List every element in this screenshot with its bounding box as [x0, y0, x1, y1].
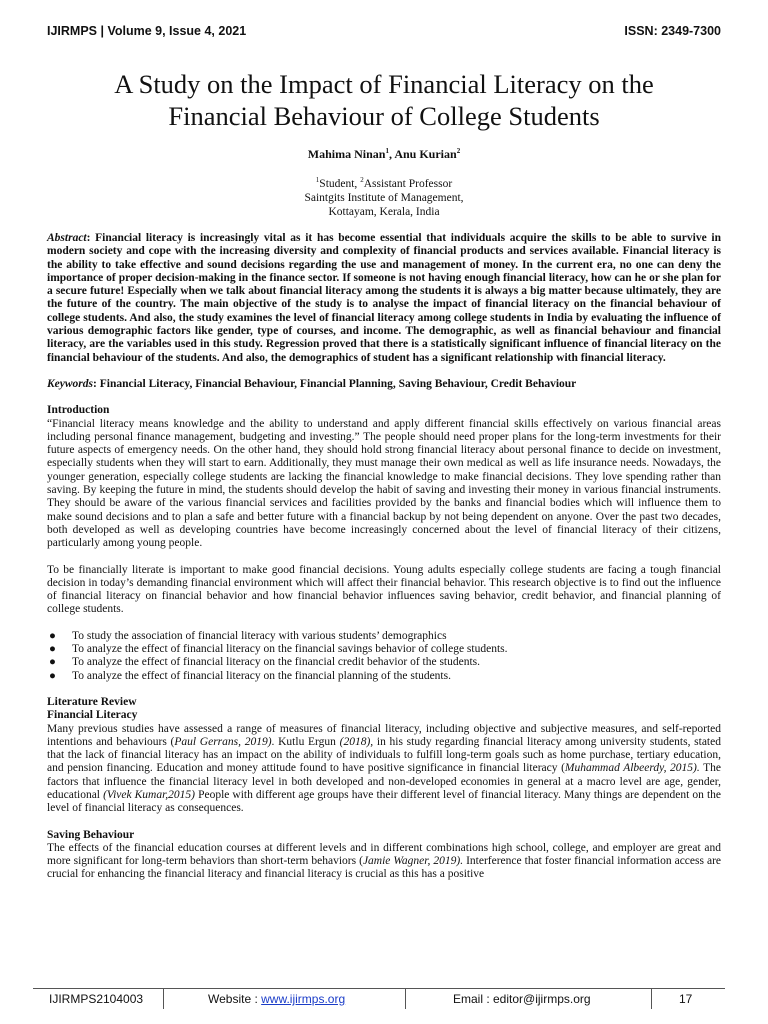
website-label: Website :	[208, 992, 262, 1006]
paper-title	[40, 68, 728, 132]
keywords-colon: :	[93, 377, 100, 390]
text-run: Interference that foster financial information access are crucial for enhancing the financial literacy and financial literacy is crucial as this has a positive	[47, 855, 722, 881]
text-run: People with different age groups have their different level of financial literacy. Many things are dependent on the level of financial literacy as consequences.	[47, 788, 722, 815]
affiliation	[0, 173, 768, 219]
citation: Muhammad Albeerdy, 2015).	[564, 762, 700, 775]
bullet-icon: ●	[49, 643, 56, 656]
citation: (2018),	[339, 735, 374, 748]
paper-id: IJIRMPS2104003	[49, 992, 144, 1006]
abstract-colon: :	[86, 232, 96, 244]
location: Kottayam, Kerala, India	[328, 205, 440, 218]
author-sup: 2	[456, 147, 461, 155]
text-run: The factors that influence the financial literacy level in both developed and non-developed economies in general at a macro level are age, gender, educational	[47, 762, 722, 801]
citation: Jamie Wagner, 2019).	[362, 855, 464, 868]
text-run: . Kutlu Ergun	[271, 735, 340, 748]
section-heading: Introduction	[47, 404, 110, 417]
bullet-icon: ●	[49, 629, 56, 642]
issn: ISSN: 2349-7300	[624, 24, 721, 38]
subsection-heading: Saving Behaviour	[47, 828, 135, 841]
author-roles	[0, 173, 768, 191]
keywords-text: Financial Literacy, Financial Behaviour, Financial Planning, Saving Behaviour, Credit Behaviour	[99, 377, 577, 390]
paragraph: To be financially literate is important to make good financial decisions. Young adults especially college students are facing a tough financial decision in today’s demanding financial environment which will affect their financial behavior. This research objective is to find out the influence of financial literacy on financial behavior and how financial behavior influences saving behavior, credit behavior, and financial planning of college students.	[47, 563, 721, 616]
list-item-text: To analyze the effect of financial literacy on the financial planning of the students.	[72, 669, 451, 682]
website-link[interactable]: www.ijirmps.org	[261, 992, 346, 1006]
authors	[0, 147, 768, 162]
bullet-icon: ●	[49, 669, 56, 682]
list-item	[47, 643, 721, 656]
footer-divider	[651, 989, 652, 1009]
author-name: Anu Kurian	[394, 147, 457, 161]
role: Student,	[319, 177, 361, 190]
author-sup: 1	[385, 147, 389, 155]
footer-divider	[405, 989, 406, 1009]
journal-info: IJIRMPS | Volume 9, Issue 4, 2021	[47, 24, 247, 38]
role: Assistant Professor	[363, 177, 453, 190]
page-header	[47, 24, 721, 42]
bullet-icon: ●	[49, 656, 56, 669]
list-item	[47, 656, 721, 669]
abstract-label: Abstract	[47, 232, 87, 244]
abstract	[47, 232, 721, 365]
objectives-list	[47, 630, 721, 683]
text-run: Many previous studies have assessed a range of measures of financial literacy, including objective and subjective measures, and self-reported intentions and behaviours (	[47, 722, 721, 748]
role-sup: 1	[315, 176, 320, 184]
footer-divider	[163, 989, 164, 1009]
text-run: in his study regarding financial literacy among university students, stated that the lack of financial literacy has an impact on the ability of individuals to fulfill long-term goals such as home purchase, tertiary education, and pension financing. Education and money attitude found to have positive significance in financial literacy (	[47, 735, 721, 775]
citation: (Vivek Kumar,2015)	[103, 788, 196, 801]
title-line: Financial Behaviour of College Students	[168, 101, 600, 131]
institute: Saintgits Institute of Management,	[304, 191, 464, 204]
email: Email : editor@ijirmps.org	[453, 992, 591, 1006]
list-item-text: To study the association of financial literacy with various students’ demographics	[72, 629, 447, 642]
page-number: 17	[679, 992, 693, 1006]
paragraph	[47, 842, 721, 882]
keywords-label: Keywords	[47, 377, 93, 390]
citation: Paul Gerrans, 2019)	[174, 735, 272, 748]
website	[208, 989, 345, 1009]
subsection-heading: Financial Literacy	[47, 709, 138, 722]
list-item-text: To analyze the effect of financial literacy on the financial credit behavior of the students.	[72, 656, 481, 669]
list-item-text: To analyze the effect of financial literacy on the financial savings behavior of college students.	[72, 643, 508, 656]
role-sup: 2	[360, 176, 364, 184]
page-footer	[33, 988, 725, 1009]
paragraph: “Financial literacy means knowledge and the ability to understand and apply different financial skills effectively on various financial areas including personal finance management, budgeting and investing.” The people should need proper plans for the long-term investments for their future aspects of emergency needs. On the other hand, they should hold strong financial literacy about personal finance to decide on investment, especially students when they will start to earn. Additionally, they must manage their own medical as well as life insurance needs. Nowadays, the younger generation, especially college students are lacking the financial knowledge to make financial decisions. They love spending rather than saving. By keeping the future in mind, the students should develop the habit of saving and investing their money in various financial instruments. They should be aware of the various financial services and facilities provided by the banks and financial bodies which will influence them to make sound decisions and to plan a safe and better future with a financial backup by not being dependent on anyone. Over the past two decades, both developed as well as developing countries have become increasingly concerned about the level of financial literacy of their citizens, particularly among young people.	[47, 417, 721, 550]
author-name: Mahima Ninan	[307, 147, 386, 161]
title-line: A Study on the Impact of Financial Literacy on the	[114, 69, 654, 99]
abstract-text: Financial literacy is increasingly vital as it has become essential that individuals acquire the skills to be able to survive in modern society and cope with the increasing diversity and complexity of financial products and services available. Financial literacy is the ability to take effective and sound decisions regarding the use and management of money. In the current era, no one can deny the importance of proper decision-making in the finance sector. If someone is not having enough financial literacy, how can he or she plan for a secure future! Especially when we talk about financial literacy among the students it is always a big matter because ultimately, they are the future of the country. The main objective of the study is to analyse the impact of financial literacy on the financial behaviour of college students. And also, the study examines the level of financial literacy among college students in India by evaluating the influence of various demographic factors like gender, type of courses, and income. The demographic, as well as financial behaviour and financial literacy, are the variables used in this study. Regression proved that there is a statistically significant influence of financial literacy on the financial behaviour of the students. And also, the demographics of student has a significant relationship with financial literacy.	[47, 232, 721, 364]
list-item	[47, 630, 721, 643]
list-item	[47, 670, 721, 683]
section-heading: Literature Review	[47, 695, 137, 708]
text-run: The effects of the financial education courses at different levels and in different combinations high school, college, and employer are great and more significant for long-term behaviors than short-term behaviors (	[47, 841, 721, 868]
paragraph	[47, 723, 721, 816]
author-separator: ,	[388, 147, 395, 161]
paper-body	[47, 232, 721, 882]
keywords	[47, 378, 721, 391]
